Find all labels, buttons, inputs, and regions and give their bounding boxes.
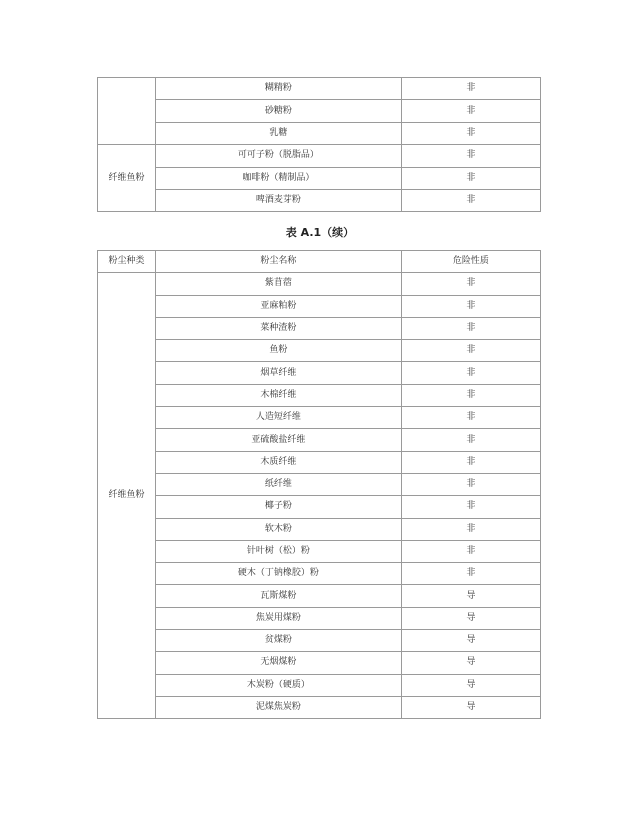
- hazard-cell: 非: [401, 473, 540, 495]
- table-row: [98, 189, 541, 211]
- hazard-cell: 非: [401, 295, 540, 317]
- table-row: [98, 317, 541, 339]
- table-row: [98, 518, 541, 540]
- table-row: [98, 384, 541, 406]
- table-row: [98, 429, 541, 451]
- dust-name-cell: 软木粉: [156, 518, 402, 540]
- header-hazard-nature: 危险性质: [401, 251, 540, 273]
- hazard-cell: 非: [401, 340, 540, 362]
- dust-name-cell: 菜种渣粉: [156, 317, 402, 339]
- hazard-cell: 非: [401, 362, 540, 384]
- hazard-cell: 非: [401, 145, 540, 167]
- hazard-cell: 非: [401, 496, 540, 518]
- header-row: [98, 251, 541, 273]
- table-row: [98, 362, 541, 384]
- table-row: [98, 340, 541, 362]
- hazard-cell: 导: [401, 607, 540, 629]
- table-row: [98, 295, 541, 317]
- hazard-table-top: [97, 77, 541, 212]
- hazard-cell: 非: [401, 273, 540, 295]
- hazard-cell: 导: [401, 696, 540, 718]
- hazard-cell: 非: [401, 122, 540, 144]
- dust-name-cell: 可可子粉（脱脂品）: [156, 145, 402, 167]
- table-row: [98, 167, 541, 189]
- hazard-cell: 非: [401, 563, 540, 585]
- table-row: [98, 674, 541, 696]
- dust-name-cell: 无烟煤粉: [156, 652, 402, 674]
- dust-name-cell: 咖啡粉（精制品）: [156, 167, 402, 189]
- hazard-cell: 非: [401, 429, 540, 451]
- dust-name-cell: 乳糖: [156, 122, 402, 144]
- table-row: [98, 696, 541, 718]
- dust-name-cell: 针叶树（松）粉: [156, 540, 402, 562]
- hazard-cell: 非: [401, 518, 540, 540]
- hazard-cell: 非: [401, 167, 540, 189]
- hazard-cell: 导: [401, 630, 540, 652]
- table-row: [98, 145, 541, 167]
- dust-name-cell: 木质纤维: [156, 451, 402, 473]
- hazard-cell: 非: [401, 189, 540, 211]
- table-row: [98, 451, 541, 473]
- dust-name-cell: 糊精粉: [156, 78, 402, 100]
- table-row: [98, 122, 541, 144]
- table-row: [98, 407, 541, 429]
- dust-name-cell: 啤酒麦芽粉: [156, 189, 402, 211]
- table-row: [98, 473, 541, 495]
- header-dust-category: 粉尘种类: [98, 251, 156, 273]
- table-row: [98, 100, 541, 122]
- dust-name-cell: 椰子粉: [156, 496, 402, 518]
- dust-name-cell: 砂糖粉: [156, 100, 402, 122]
- dust-name-cell: 紫苜蓿: [156, 273, 402, 295]
- hazard-cell: 导: [401, 652, 540, 674]
- table-row: [98, 607, 541, 629]
- table-row: [98, 540, 541, 562]
- dust-name-cell: 木棉纤维: [156, 384, 402, 406]
- hazard-cell: 非: [401, 407, 540, 429]
- dust-name-cell: 贫煤粉: [156, 630, 402, 652]
- table-row: [98, 630, 541, 652]
- dust-name-cell: 烟草纤维: [156, 362, 402, 384]
- table-row: [98, 78, 541, 100]
- dust-name-cell: 硬木（丁钠橡胶）粉: [156, 563, 402, 585]
- dust-name-cell: 纸纤维: [156, 473, 402, 495]
- table-row: [98, 273, 541, 295]
- dust-name-cell: 亚硫酸盐纤维: [156, 429, 402, 451]
- dust-name-cell: 人造短纤维: [156, 407, 402, 429]
- table-caption: 表 A.1（续）: [285, 226, 355, 239]
- dust-name-cell: 鱼粉: [156, 340, 402, 362]
- dust-name-cell: 泥煤焦炭粉: [156, 696, 402, 718]
- hazard-cell: 导: [401, 674, 540, 696]
- table-row: [98, 652, 541, 674]
- hazard-cell: 非: [401, 78, 540, 100]
- dust-name-cell: 亚麻粕粉: [156, 295, 402, 317]
- category-cell: [98, 78, 156, 145]
- dust-name-cell: 瓦斯煤粉: [156, 585, 402, 607]
- table-row: [98, 563, 541, 585]
- table-row: [98, 496, 541, 518]
- dust-name-cell: 焦炭用煤粉: [156, 607, 402, 629]
- hazard-cell: 非: [401, 100, 540, 122]
- hazard-cell: 非: [401, 451, 540, 473]
- hazard-table-main: [97, 250, 541, 719]
- hazard-cell: 非: [401, 384, 540, 406]
- category-cell: 纤维鱼粉: [98, 273, 156, 719]
- hazard-cell: 非: [401, 540, 540, 562]
- category-cell: 纤维鱼粉: [98, 145, 156, 212]
- header-dust-name: 粉尘名称: [156, 251, 402, 273]
- hazard-cell: 非: [401, 317, 540, 339]
- dust-name-cell: 木炭粉（硬质）: [156, 674, 402, 696]
- table-row: [98, 585, 541, 607]
- hazard-cell: 导: [401, 585, 540, 607]
